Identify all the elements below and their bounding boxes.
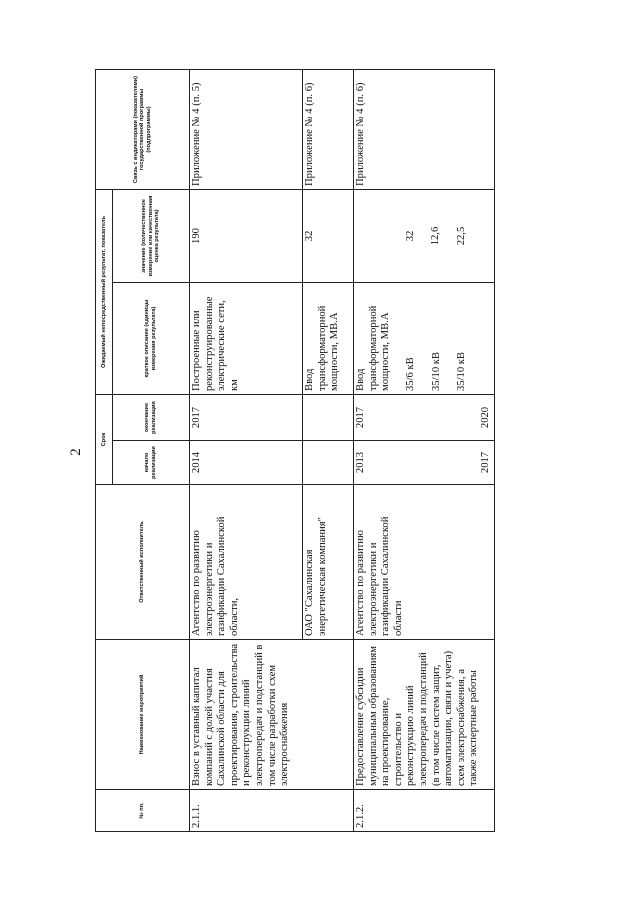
row-result-desc-35-6: 35/6 кВ bbox=[405, 357, 417, 391]
row-result-value bbox=[354, 190, 495, 283]
header-row-main bbox=[96, 70, 113, 832]
row-link: Приложение № 4 (п. 6) bbox=[354, 70, 495, 190]
header-link: Связь с индикаторами (показателями) государственной программы (подпрограммы) bbox=[96, 70, 190, 190]
row-executor: Агентство по развитию электроэнергетики и газификации Сахалинской области bbox=[354, 485, 495, 640]
row-result-desc bbox=[354, 283, 495, 395]
row-end: 2017 bbox=[190, 395, 303, 441]
activities-table bbox=[95, 69, 495, 832]
row-start bbox=[303, 441, 354, 485]
row-result-value: 32 bbox=[303, 190, 354, 283]
header-result-desc: краткое описание (единицы измерения результата) bbox=[113, 283, 190, 395]
row-value-35-10: 12,6 bbox=[430, 226, 442, 246]
row-start: 2014 bbox=[190, 441, 303, 485]
row-value-35-6: 32 bbox=[405, 230, 417, 242]
page-number: 2 bbox=[67, 448, 84, 456]
header-num: № пп. bbox=[96, 790, 190, 832]
row-start-2: 2017 bbox=[480, 451, 492, 474]
row-end bbox=[303, 395, 354, 441]
document-table-rotated bbox=[95, 70, 559, 832]
table-row bbox=[354, 70, 495, 832]
row-result-desc: Ввод трансформаторной мощности, МВ.А bbox=[303, 283, 354, 395]
header-term: Срок bbox=[96, 395, 113, 485]
header-result: Ожидаемый непосредственный результат, показатель bbox=[96, 190, 113, 395]
row-name: Предоставление субсидии муниципальным образованиям на проектирование, строительство и реконструкцию линий электропередач и подстанций (в том числе систем защит, автоматизации, связи и учета) схем электроснабжения, а также экспертные работы bbox=[354, 640, 495, 790]
row-result-desc: Построенные или реконструированные электрические сети, км bbox=[190, 283, 303, 395]
row-num: 2.1.1. bbox=[190, 790, 354, 832]
row-num: 2.1.2. bbox=[354, 790, 495, 832]
row-name: Взнос в уставный капитал компаний с долей участия Сахалинской области для проектирования, строительства и реконструкции линий электропередач и подстанций в том числе разработки схем электроснабжения bbox=[190, 640, 354, 790]
header-executor: Ответственный исполнитель bbox=[96, 485, 190, 640]
row-end-2: 2020 bbox=[480, 406, 492, 429]
row-result-desc-35-10: 35/10 кВ bbox=[430, 352, 442, 391]
row-end bbox=[354, 395, 495, 441]
row-start-1: 2013 bbox=[355, 451, 366, 474]
row-link: Приложение № 4 (п. 5) bbox=[190, 70, 303, 190]
row-link: Приложение № 4 (п. 6) bbox=[303, 70, 354, 190]
header-result-value: значение (количественное измерение или качественная оценка результата) bbox=[113, 190, 190, 283]
row-executor: ОАО "Сахалинская энергетическая компания" bbox=[303, 485, 354, 640]
row-result-desc-main: Ввод трансформаторной мощности, МВ.А bbox=[355, 305, 392, 391]
header-term-end: окончание реализации bbox=[113, 395, 190, 441]
row-result-value: 190 bbox=[190, 190, 303, 283]
header-term-start: начало реализации bbox=[113, 441, 190, 485]
row-start bbox=[354, 441, 495, 485]
table-row bbox=[190, 70, 303, 832]
row-end-1: 2017 bbox=[355, 406, 366, 429]
row-value-35-10-b: 22,5 bbox=[455, 226, 467, 246]
header-name: Наименование мероприятий bbox=[96, 640, 190, 790]
row-executor: Агентство по развитию электроэнергетики и газификации Сахалинской области, bbox=[190, 485, 303, 640]
row-result-desc-35-10-b: 35/10 кВ bbox=[455, 352, 467, 391]
